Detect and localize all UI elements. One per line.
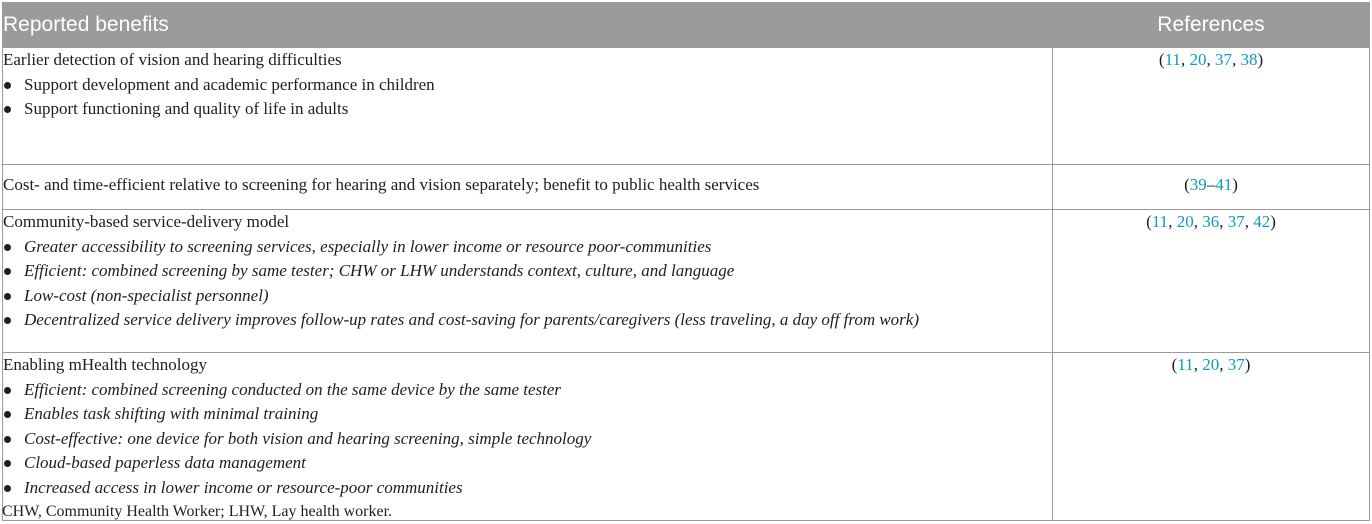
table-row (3, 210, 1370, 353)
reference-link[interactable]: 38 (1240, 50, 1258, 69)
benefit-bullet-list (3, 378, 1052, 501)
references-cell: (11, 20, 37, 38) (1053, 48, 1370, 165)
references-cell: (11, 20, 37) (1053, 353, 1370, 521)
table-footnote: CHW, Community Health Worker; LHW, Lay health worker. (2, 503, 393, 520)
benefit-cell (3, 165, 1053, 210)
list-item: Enables task shifting with minimal training (3, 402, 1052, 427)
bullet-icon (4, 82, 11, 89)
list-item: Increased access in lower income or resource-poor communities (3, 476, 1052, 501)
bullet-icon (4, 106, 11, 113)
bullet-icon (4, 317, 11, 324)
benefit-cell (3, 353, 1053, 521)
bullet-icon (4, 460, 11, 467)
reference-link[interactable]: 20 (1189, 50, 1207, 69)
bullet-icon (4, 411, 11, 418)
bullet-icon (4, 244, 11, 251)
reference-link[interactable]: 11 (1177, 355, 1194, 374)
table-row (3, 165, 1370, 210)
table-row (3, 353, 1370, 521)
reference-link[interactable]: 42 (1253, 212, 1271, 231)
benefit-title: Earlier detection of vision and hearing difficulties (3, 50, 342, 69)
reference-link[interactable]: 20 (1202, 355, 1220, 374)
reference-link[interactable]: 37 (1214, 50, 1232, 69)
reference-link[interactable]: 41 (1215, 175, 1233, 194)
list-item: Cost-effective: one device for both vision and hearing screening, simple technology (3, 427, 1052, 452)
table-header-row (3, 3, 1370, 48)
bullet-icon (4, 293, 11, 300)
benefit-cell (3, 210, 1053, 353)
table-row (3, 48, 1370, 165)
list-item: Decentralized service delivery improves follow-up rates and cost-saving for parents/caregivers (less traveling, a day off from work) (3, 308, 1052, 333)
reference-link[interactable]: 37 (1227, 355, 1245, 374)
benefit-cell (3, 48, 1053, 165)
bullet-icon (4, 268, 11, 275)
list-item: Cloud-based paperless data management (3, 451, 1052, 476)
list-item: Support functioning and quality of life in adults (3, 97, 1052, 122)
references-cell: (39–41) (1053, 165, 1370, 210)
reference-link[interactable]: 37 (1227, 212, 1245, 231)
bullet-icon (4, 387, 11, 394)
header-references: References (1053, 3, 1370, 48)
header-reported-benefits: Reported benefits (3, 3, 1053, 48)
reference-link[interactable]: 39 (1189, 175, 1207, 194)
bullet-icon (4, 485, 11, 492)
list-item: Low-cost (non-specialist personnel) (3, 284, 1052, 309)
reference-link[interactable]: 20 (1176, 212, 1194, 231)
benefit-bullet-list (3, 235, 1052, 333)
reference-link[interactable]: 11 (1164, 50, 1181, 69)
list-item: Efficient: combined screening conducted on the same device by the same tester (3, 378, 1052, 403)
reference-link[interactable]: 11 (1151, 212, 1169, 231)
list-item: Greater accessibility to screening services, especially in lower income or resource poor-communities (3, 235, 1052, 260)
list-item: Efficient: combined screening by same tester; CHW or LHW understands context, culture, and language (3, 259, 1052, 284)
bullet-icon (4, 436, 11, 443)
benefit-title: Community-based service-delivery model (3, 212, 290, 231)
benefits-table (2, 2, 1370, 521)
references-cell: (11, 20, 36, 37, 42) (1053, 210, 1370, 353)
benefit-title: Enabling mHealth technology (3, 355, 207, 374)
benefit-bullet-list (3, 73, 1052, 122)
reference-link[interactable]: 36 (1202, 212, 1220, 231)
list-item: Support development and academic performance in children (3, 73, 1052, 98)
benefit-title: Cost- and time-efficient relative to screening for hearing and vision separately; benefit to public health services (3, 175, 760, 194)
